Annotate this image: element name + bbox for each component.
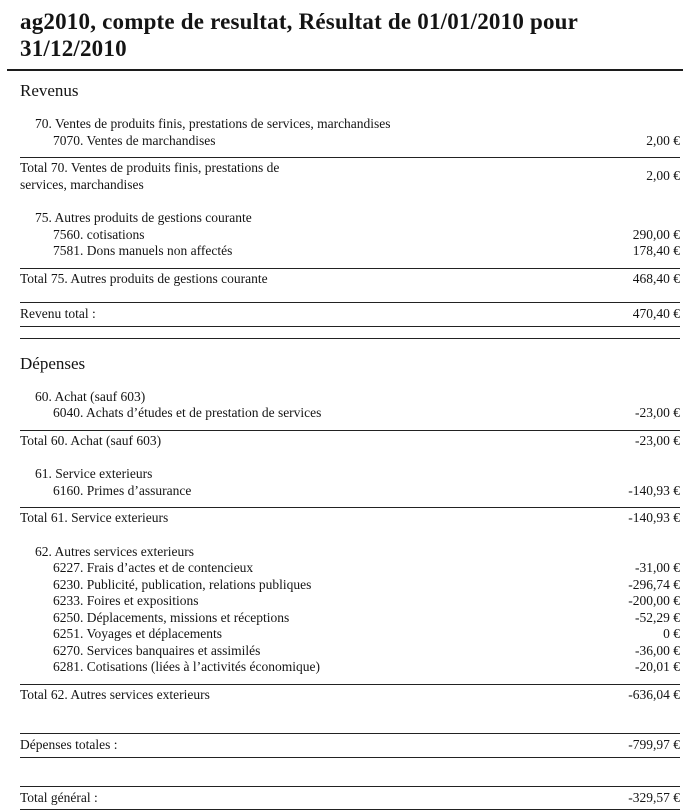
account-group-60 <box>20 389 680 450</box>
group-total-label: Total 62. Autres services exterieurs <box>20 687 280 704</box>
depenses-totales-row <box>20 733 680 758</box>
section-total-amount: -799,97 € <box>616 737 680 754</box>
account-label: 6233. Foires et expositions <box>53 593 199 610</box>
group-total-amount: -140,93 € <box>616 510 680 527</box>
account-amount: -52,29 € <box>623 610 680 627</box>
account-amount: 2,00 € <box>634 133 680 150</box>
account-group-61 <box>20 466 680 527</box>
group-total-row-60 <box>20 430 680 450</box>
group-total-row-75 <box>20 268 680 288</box>
group-total-amount: -23,00 € <box>623 433 680 450</box>
section-total-label: Dépenses totales : <box>20 737 280 754</box>
account-row <box>53 610 680 627</box>
account-row <box>53 626 680 643</box>
account-amount: -23,00 € <box>623 405 680 422</box>
group-total-amount: -636,04 € <box>616 687 680 704</box>
group-total-amount: 468,40 € <box>621 271 680 288</box>
account-amount: 178,40 € <box>621 243 680 260</box>
account-amount: -31,00 € <box>623 560 680 577</box>
account-group-header: 62. Autres services exterieurs <box>35 544 680 561</box>
account-amount: -20,01 € <box>623 659 680 676</box>
grand-total-amount: -329,57 € <box>616 790 680 807</box>
account-group-header: 60. Achat (sauf 603) <box>35 389 680 406</box>
account-amount: 0 € <box>651 626 680 643</box>
account-row <box>53 227 680 244</box>
account-group-header: 61. Service exterieurs <box>35 466 680 483</box>
account-group-header: 70. Ventes de produits finis, prestations de services, marchandises <box>35 116 680 133</box>
account-row <box>53 593 680 610</box>
account-group-75 <box>20 210 680 287</box>
account-amount: -200,00 € <box>616 593 680 610</box>
account-row <box>53 405 680 422</box>
account-label: 6230. Publicité, publication, relations publiques <box>53 577 311 594</box>
grand-total-row <box>20 786 680 810</box>
account-amount: -296,74 € <box>616 577 680 594</box>
group-total-label: Total 70. Ventes de produits finis, prestations de services, marchandises <box>20 160 280 193</box>
revenu-total-row <box>20 302 680 327</box>
account-amount: 290,00 € <box>621 227 680 244</box>
account-row <box>53 643 680 660</box>
section-separator-rule <box>20 338 680 339</box>
account-row <box>53 243 680 260</box>
account-label: 6160. Primes d’assurance <box>53 483 191 500</box>
account-amount: -36,00 € <box>623 643 680 660</box>
account-label: 6250. Déplacements, missions et réceptions <box>53 610 289 627</box>
account-label: 6281. Cotisations (liées à l’activités économique) <box>53 659 320 676</box>
grand-total-label: Total général : <box>20 790 280 807</box>
account-group-62 <box>20 544 680 704</box>
account-row <box>53 133 680 150</box>
account-label: 7560. cotisations <box>53 227 145 244</box>
group-total-row-62 <box>20 684 680 704</box>
account-label: 6251. Voyages et déplacements <box>53 626 222 643</box>
account-label: 6227. Frais d’actes et de contencieux <box>53 560 253 577</box>
section-heading-revenus: Revenus <box>20 80 680 102</box>
account-label: 7581. Dons manuels non affectés <box>53 243 232 260</box>
account-row <box>53 560 680 577</box>
group-total-label: Total 60. Achat (sauf 603) <box>20 433 280 450</box>
account-row <box>53 483 680 500</box>
account-label: 7070. Ventes de marchandises <box>53 133 215 150</box>
account-label: 6040. Achats d’études et de prestation de services <box>53 405 321 422</box>
account-amount: -140,93 € <box>616 483 680 500</box>
group-total-row-61 <box>20 507 680 527</box>
account-row <box>53 577 680 594</box>
account-group-70 <box>20 116 680 193</box>
section-heading-depenses: Dépenses <box>20 353 680 375</box>
group-total-label: Total 61. Service exterieurs <box>20 510 280 527</box>
account-group-header: 75. Autres produits de gestions courante <box>35 210 680 227</box>
section-total-amount: 470,40 € <box>621 306 680 323</box>
account-label: 6270. Services banquaires et assimilés <box>53 643 260 660</box>
group-total-label: Total 75. Autres produits de gestions courante <box>20 271 280 288</box>
account-row <box>53 659 680 676</box>
group-total-row-70 <box>20 157 680 193</box>
page-title: ag2010, compte de resultat, Résultat de 01/01/2010 pour 31/12/2010 <box>7 6 683 71</box>
section-total-label: Revenu total : <box>20 306 280 323</box>
group-total-amount: 2,00 € <box>634 168 680 185</box>
